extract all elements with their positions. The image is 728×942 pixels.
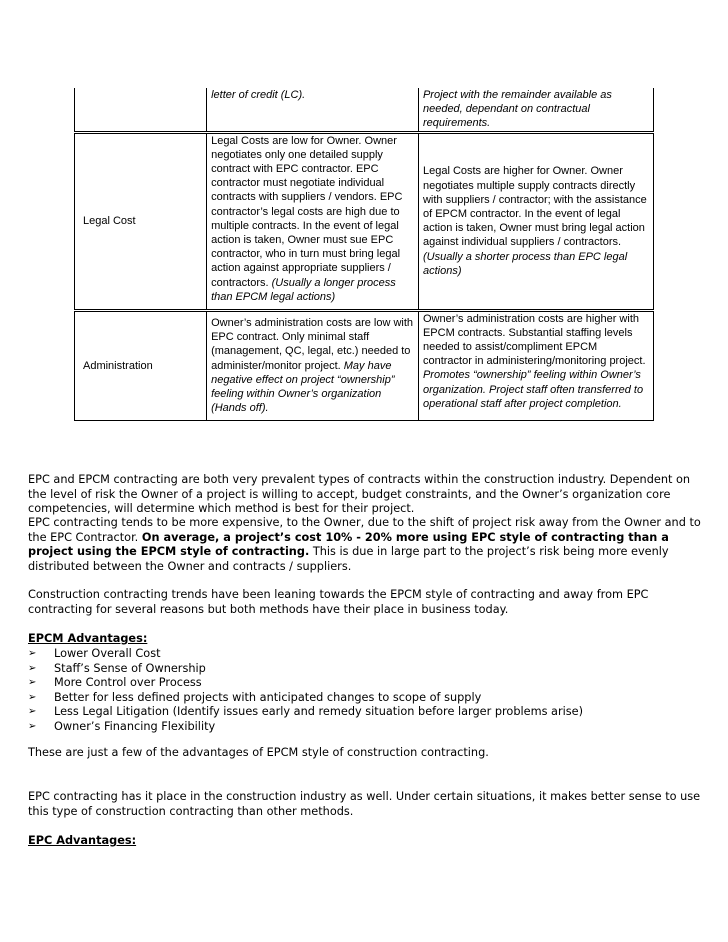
- list-item-text: Better for less defined projects with anticipated changes to scope of supply: [54, 690, 482, 704]
- epcm-cell: [418, 310, 653, 420]
- cost-text-start: EPC contracting tends to be more expensive, to the Owner, due to the shift of project risk away from the Owner and to the EPC Contractor.: [28, 516, 701, 544]
- row-label: Legal Cost: [75, 132, 207, 310]
- epc-admin-text: Owner’s administration costs are low with EPC contract. Only minimal staff (management, QC, legal, etc.) needed to administer/monitor project.: [211, 316, 414, 372]
- epcm-admin-note: Promotes “ownership” feeling within Owner’s organization. Project staff often transferred to operational staff after project completion.: [422, 369, 644, 410]
- list-item-text: Lower Overall Cost: [54, 647, 161, 660]
- list-item: [28, 662, 708, 677]
- epcm-cell: [418, 132, 653, 310]
- arrow-bullet-icon: ➢: [28, 691, 37, 703]
- list-item-text: More Control over Process: [54, 676, 202, 690]
- list-item: [28, 720, 708, 735]
- trends-paragraph: Construction contracting trends have been leaning towards the EPCM style of contracting and away from EPC contracting for several reasons but both methods have their place in business today.: [28, 588, 649, 616]
- epc-cell: [207, 310, 419, 420]
- list-item-text: Owner’s Financing Flexibility: [54, 719, 216, 733]
- epcm-legal-note: (Usually a shorter process than EPC legal actions): [422, 250, 628, 277]
- epcm-cell: Project with the remainder available as needed, dependant on contractual requirements.: [418, 88, 653, 132]
- list-item: [28, 691, 708, 706]
- list-item-text: Staff’s Sense of Ownership: [54, 661, 206, 675]
- cost-paragraph: [28, 516, 708, 574]
- epc-legal-text: Legal Costs are low for Owner. Owner negotiates only one detailed supply contract with EPC contractor. EPC contractor must negotiate individual contracts with suppliers / vendors. EPC contractor’s legal costs are high due to multiple contracts. In the event of legal action is taken, Owner must sue EPC contractor, who in turn must bring legal action against appropriate suppliers / contractors.: [211, 134, 403, 289]
- list-item: [28, 647, 708, 662]
- epc-cell: [207, 132, 419, 310]
- row-label: Administration: [75, 310, 207, 420]
- list-item: [28, 676, 708, 691]
- arrow-bullet-icon: ➢: [28, 706, 37, 718]
- summary-paragraph: These are just a few of the advantages of EPCM style of construction contracting.: [28, 746, 489, 759]
- arrow-bullet-icon: ➢: [28, 720, 37, 732]
- cost-text-end: This is due in large part to the project’s risk being more evenly distributed between the Owner and contracts / suppliers.: [28, 545, 669, 573]
- intro-paragraph: EPC and EPCM contracting are both very prevalent types of contracts within the construction industry. Dependent on the level of risk the Owner of a project is willing to accept, budget constraints, and the Owner’s organization core competencies, will determine which method is best for their project.: [28, 473, 691, 516]
- epc-admin-note: May have negative effect on project “ownership” feeling within Owner’s organization (Hands off).: [211, 359, 395, 415]
- epcm-advantages-list: [28, 647, 708, 735]
- comparison-table: [74, 88, 654, 421]
- table-row: [75, 132, 654, 310]
- arrow-bullet-icon: ➢: [28, 677, 37, 689]
- arrow-bullet-icon: ➢: [28, 648, 37, 659]
- arrow-bullet-icon: ➢: [28, 662, 37, 674]
- table-row: [75, 310, 654, 420]
- epc-paragraph: EPC contracting has it place in the construction industry as well. Under certain situations, it makes better sense to use this type of construction contracting than other methods.: [28, 790, 701, 818]
- epcm-legal-text: Legal Costs are higher for Owner. Owner negotiates multiple supply contracts directly with suppliers / contractor; with the assistance of EPCM contractor. In the event of legal action is taken, Owner must bring legal action against individual suppliers / contractors.: [422, 165, 647, 249]
- table-row: [75, 88, 654, 132]
- epcm-admin-text: Owner’s administration costs are higher with EPCM contracts. Substantial staffing levels needed to assist/compliment EPCM contractor in administering/monitoring project.: [422, 312, 646, 368]
- row-label: [75, 88, 207, 132]
- epcm-advantages-heading: EPCM Advantages:: [28, 632, 148, 645]
- list-item: [28, 705, 708, 720]
- epc-cell: letter of credit (LC).: [207, 88, 419, 132]
- cost-text-bold: On average, a project’s cost 10% - 20% more using EPC style of contracting than a project using the EPCM style of contracting.: [28, 530, 669, 559]
- epc-advantages-heading: EPC Advantages:: [28, 834, 137, 847]
- epc-legal-note: (Usually a longer process than EPCM legal actions): [211, 276, 396, 303]
- list-item-text: Less Legal Litigation (Identify issues early and remedy situation before larger problems arise): [54, 705, 584, 719]
